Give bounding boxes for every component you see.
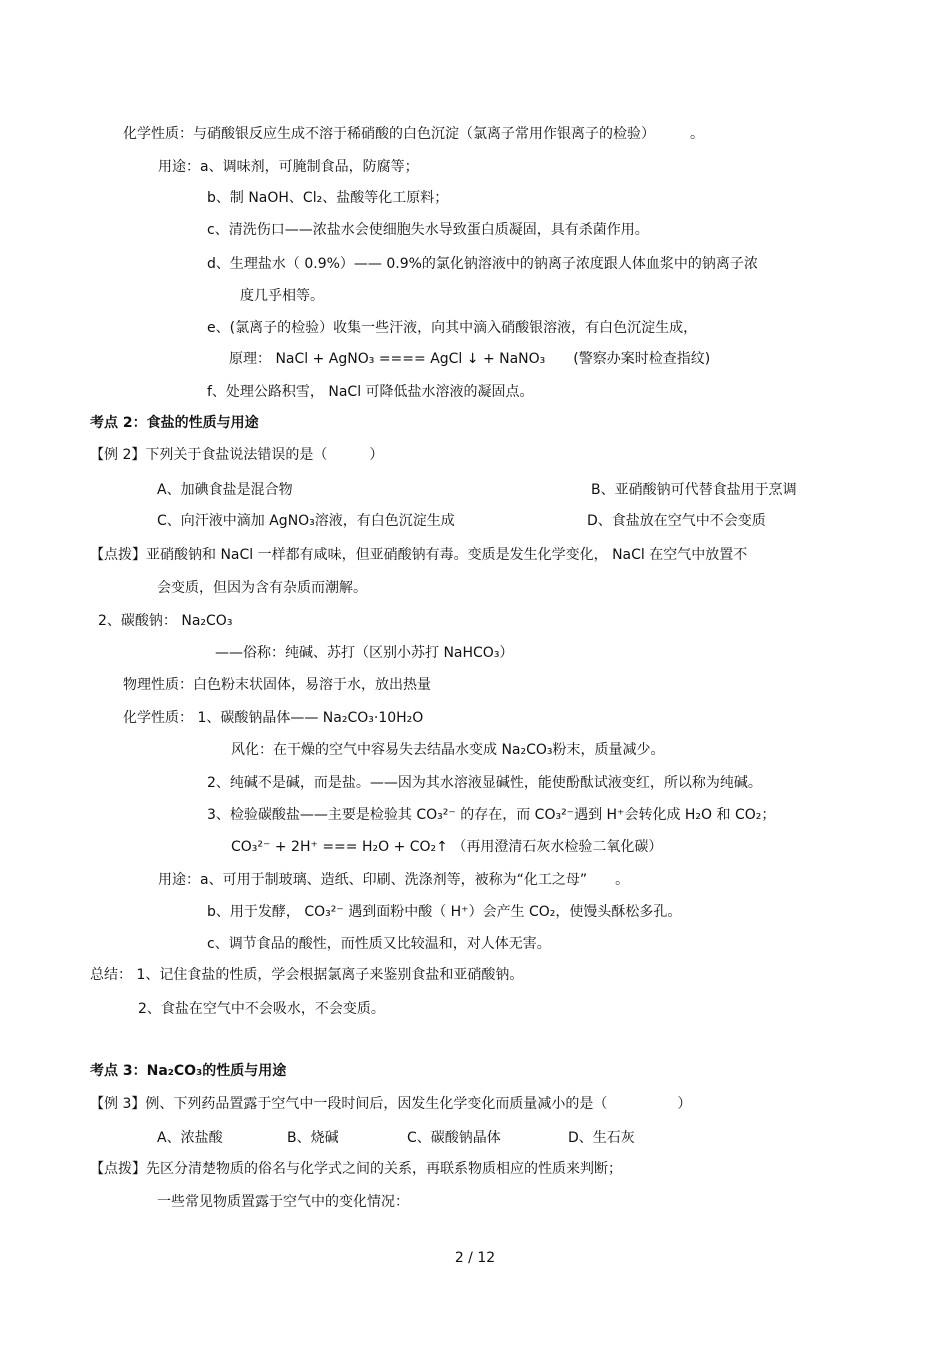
text-line: ——俗称：纯碱、苏打（区别小苏打 NaHCO₃） [215, 645, 514, 661]
text-line: 用途：a、可用于制玻璃、造纸、印刷、洗涤剂等，被称为“化工之母” 。 [158, 872, 630, 888]
text-line: 原理： NaCl + AgNO₃ ==== AgCl ↓ + NaNO₃ (警察办案时检查指纹) [229, 351, 711, 367]
text-line: 风化：在干燥的空气中容易失去结晶水变成 Na₂CO₃粉末，质量减少。 [231, 742, 665, 758]
text-line: 用途：a、调味剂，可腌制食品，防腐等； [158, 159, 419, 175]
text-line: 会变质，但因为含有杂质而潮解。 [157, 580, 367, 596]
text-line: f、处理公路积雪， NaCl 可降低盐水溶液的凝固点。 [207, 384, 534, 400]
page-number: 2 / 12 [454, 1250, 496, 1266]
text-line: c、清洗伤口——浓盐水会使细胞失水导致蛋白质凝固，具有杀菌作用。 [207, 222, 649, 238]
option-a: A、浓盐酸 [157, 1130, 223, 1146]
text-line: 物理性质：白色粉末状固体，易溶于水，放出热量 [123, 677, 431, 693]
option-b: B、亚硝酸钠可代替食盐用于烹调 [591, 482, 797, 498]
option-a: A、加碘食盐是混合物 [157, 482, 293, 498]
text-line: 一些常见物质置露于空气中的变化情况： [157, 1194, 409, 1210]
option-d: D、食盐放在空气中不会变质 [587, 513, 766, 529]
text-line: 度几乎相等。 [240, 288, 324, 304]
text-line: 化学性质：与硝酸银反应生成不溶于稀硝酸的白色沉淀（氯离子常用作银离子的检验） 。 [123, 126, 704, 142]
option-c: C、向汗液中滴加 AgNO₃溶液，有白色沉淀生成 [157, 513, 455, 529]
summary-line: 总结： 1、记住食盐的性质，学会根据氯离子来鉴别食盐和亚硝酸钠。 [90, 967, 524, 983]
section-heading: 考点 3：Na₂CO₃的性质与用途 [90, 1063, 287, 1079]
text-line: 化学性质： 1、碳酸钠晶体—— Na₂CO₃·10H₂O [123, 710, 424, 726]
equation-line: CO₃²⁻ + 2H⁺ === H₂O + CO₂↑ （再用澄清石灰水检验二氧化碳） [231, 839, 663, 855]
text-line: 2、纯碱不是碱，而是盐。——因为其水溶液显碱性，能使酚酞试液变红，所以称为纯碱。 [207, 775, 762, 791]
hint-line: 【点拨】先区分清楚物质的俗名与化学式之间的关系，再联系物质相应的性质来判断； [90, 1161, 622, 1177]
text-line: b、制 NaOH、Cl₂、盐酸等化工原料； [207, 190, 449, 206]
option-d: D、生石灰 [568, 1130, 635, 1146]
text-line: 3、检验碳酸盐——主要是检验其 CO₃²⁻ 的存在，而 CO₃²⁻遇到 H⁺会转化成 H₂O 和 CO₂； [207, 807, 776, 823]
summary-line: 2、食盐在空气中不会吸水，不会变质。 [138, 1001, 385, 1017]
text-line: b、用于发酵， CO₃²⁻ 遇到面粉中酸（ H⁺）会产生 CO₂，使馒头酥松多孔。 [207, 904, 682, 920]
hint-line: 【点拨】亚硝酸钠和 NaCl 一样都有咸味，但亚硝酸钠有毒。变质是发生化学变化， NaCl 在空气中放置不 [90, 547, 748, 563]
text-line: d、生理盐水（ 0.9%）—— 0.9%的氯化钠溶液中的钠离子浓度跟人体血浆中的钠离子浓 [207, 256, 758, 272]
section-heading: 考点 2：食盐的性质与用途 [90, 415, 259, 431]
example-question: 【例 3】例、下列药品置露于空气中一段时间后，因发生化学变化而质量减小的是（ ） [90, 1096, 692, 1112]
option-c: C、碳酸钠晶体 [407, 1130, 501, 1146]
example-question: 【例 2】下列关于食盐说法错误的是（ ） [90, 447, 384, 463]
text-line: c、调节食品的酸性，而性质又比较温和，对人体无害。 [207, 936, 551, 952]
text-line: e、(氯离子的检验）收集一些汗液，向其中滴入硝酸银溶液，有白色沉淀生成， [207, 320, 698, 336]
option-b: B、烧碱 [287, 1130, 339, 1146]
text-line: 2、碳酸钠： Na₂CO₃ [98, 613, 233, 629]
